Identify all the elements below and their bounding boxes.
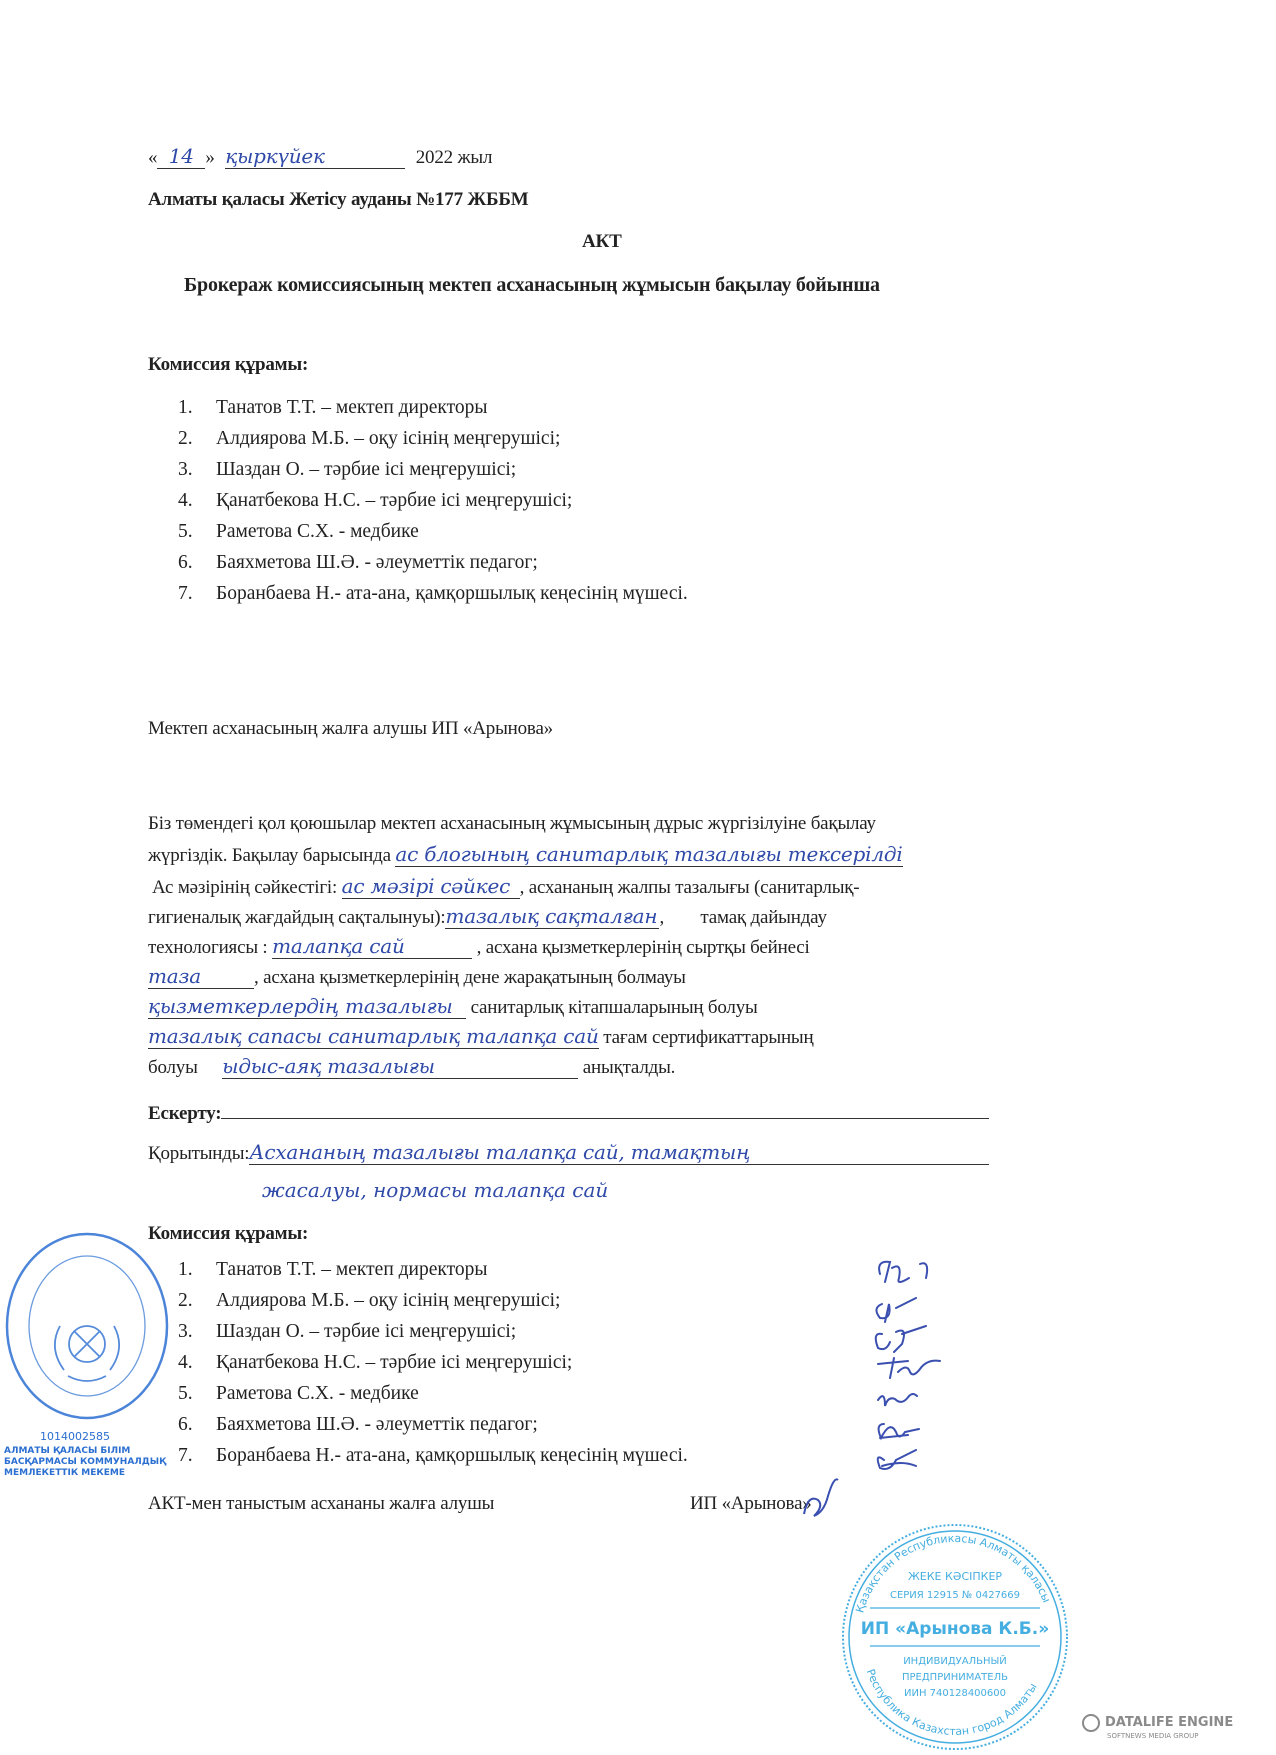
- body-line-4: гигиеналық жағдайдың сақталынуы):тазалық сақталған , тамақ дайындау: [148, 904, 827, 928]
- act-title: АКТ: [582, 231, 622, 252]
- body-line-9: болуы ыдыс-аяқ тазалығы анықталды.: [148, 1054, 676, 1078]
- sanitary-books-value: тазалық сапасы санитарлық талапқа сай: [148, 1024, 599, 1048]
- note-field: [221, 1098, 989, 1119]
- commission-member: 4. Қанатбекова Н.С. – тәрбие ісі меңгерушісі;: [178, 490, 573, 511]
- date-day: 14: [157, 144, 205, 169]
- signed-commission-member: 1. Танатов Т.Т. – мектеп директоры: [178, 1259, 488, 1280]
- signed-commission-member: 5. Раметова С.Х. - медбике: [178, 1383, 419, 1404]
- signature-1: [879, 1262, 927, 1282]
- ip-signature: [800, 1478, 840, 1522]
- ip-stamp-bottom-text: Республика Казахстан город Алматы: [863, 1667, 1040, 1739]
- school-stamp: [2, 1226, 172, 1426]
- body-line-5: технологиясы : талапқа сай , асхана қызметкерлерінің сыртқы бейнесі: [148, 934, 810, 958]
- signed-commission-member: 4. Қанатбекова Н.С. – тәрбие ісі меңгерушісі;: [178, 1352, 573, 1373]
- signature-3: [876, 1326, 926, 1352]
- watermark: [1082, 1712, 1233, 1740]
- footer-right: ИП «Арынова»: [690, 1493, 812, 1514]
- body-line-8: тазалық сапасы санитарлық талапқа сай тағам сертификаттарының: [148, 1024, 814, 1048]
- watermark-title: DATALIFE ENGINE: [1105, 1715, 1234, 1730]
- signature-6: [879, 1424, 919, 1438]
- commission-member: 1. Танатов Т.Т. – мектеп директоры: [178, 397, 488, 418]
- conclusion-text-2: жасалуы, нормасы талапқа сай: [262, 1178, 609, 1202]
- conclusion-line-1: [148, 1140, 989, 1166]
- ip-stamp-line-3: ИНДИВИДУАЛЬНЫЙ: [903, 1656, 1007, 1667]
- commission-member: 7. Боранбаева Н.- ата-ана, қамқоршылық кеңесінің мүшесі.: [178, 583, 688, 604]
- watermark-subtitle: SOFTNEWS MEDIA GROUP: [1107, 1731, 1199, 1740]
- act-subtitle: Брокераж комиссиясының мектеп асханасының жұмысын бақылау бойынша: [184, 274, 880, 296]
- body-line-3: Ас мәзірінің сәйкестігі: ас мәзірі сәйкес , асхананың жалпы тазалығы (санитарлық-: [152, 874, 860, 898]
- signed-commission-heading: Комиссия құрамы:: [148, 1223, 309, 1244]
- signature-2: [876, 1298, 916, 1322]
- signature-4: [878, 1358, 940, 1378]
- date-year: 2022 жыл: [415, 147, 493, 168]
- ip-stamp-ring-text: Қазақстан Республикасы Алматы қаласы: [853, 1531, 1054, 1615]
- signed-commission-member: 3. Шаздан О. – тәрбие ісі меңгерушісі;: [178, 1321, 517, 1342]
- emblem-icon: [55, 1326, 119, 1381]
- signature-7: [878, 1450, 916, 1469]
- signed-commission-member: 6. Баяхметова Ш.Ә. - әлеуметтік педагог;: [178, 1414, 538, 1435]
- signed-commission-list: [178, 1254, 688, 1471]
- date-line: [148, 144, 492, 170]
- date-open-quote: «: [148, 147, 158, 168]
- certificates-value: ыдыс-аяқ тазалығы: [222, 1054, 578, 1079]
- ip-stamp-name: ИП «Арынова К.Б.»: [860, 1619, 1050, 1639]
- ip-stamp: [840, 1522, 1070, 1752]
- injury-value: қызметкерлердің тазалығы: [148, 994, 466, 1019]
- date-close-quote: »: [205, 147, 215, 168]
- note-line: [148, 1098, 989, 1126]
- cooking-technology-value: талапқа сай: [272, 934, 472, 959]
- ip-stamp-line-4: ПРЕДПРИНИМАТЕЛЬ: [902, 1672, 1008, 1683]
- commission-member: 5. Раметова С.Х. - медбике: [178, 521, 419, 542]
- datalife-logo-icon: [1082, 1714, 1100, 1732]
- body-line-7: қызметкерлердің тазалығы санитарлық кітапшаларының болуы: [148, 994, 758, 1018]
- commission-list: [178, 392, 688, 609]
- conclusion-label: Қорытынды:: [148, 1143, 250, 1164]
- appearance-value: таза: [148, 964, 254, 989]
- body-line-6: таза , асхана қызметкерлерінің дене жарақатының болмауы: [148, 964, 686, 988]
- inspection-result: ас блогының санитарлық тазалығы тексерілді: [395, 842, 903, 866]
- tenant-line: Мектеп асханасының жалға алушы ИП «Арынова»: [148, 718, 553, 739]
- commission-member: 6. Баяхметова Ш.Ә. - әлеуметтік педагог;: [178, 552, 538, 573]
- cleanliness-value: тазалық сақталған: [445, 904, 659, 929]
- date-month: қыркүйек: [225, 144, 405, 169]
- commission-member: 2. Алдиярова М.Б. – оқу ісінің меңгерушісі;: [178, 428, 561, 449]
- school-name: Алматы қаласы Жетісу ауданы №177 ЖББМ: [148, 189, 529, 210]
- conclusion-text-1: Асхананың тазалығы талапқа сай, тамақтың: [249, 1140, 989, 1165]
- signature-5: [878, 1394, 917, 1406]
- commission-signatures: [870, 1254, 1020, 1471]
- ip-stamp-line-2: СЕРИЯ 12915 № 0427669: [889, 1590, 1021, 1601]
- note-label: Ескерту:: [148, 1103, 222, 1124]
- ip-stamp-line-5: ИИН 740128400600: [903, 1688, 1007, 1699]
- menu-compliance: ас мәзірі сәйкес: [342, 874, 520, 899]
- signed-commission-member: 7. Боранбаева Н.- ата-ана, қамқоршылық кеңесінің мүшесі.: [178, 1445, 688, 1466]
- signed-commission-member: 2. Алдиярова М.Б. – оқу ісінің меңгерушісі;: [178, 1290, 561, 1311]
- ip-stamp-line-1: ЖЕКЕ КӘСІПКЕР: [907, 1570, 1003, 1583]
- commission-member: 3. Шаздан О. – тәрбие ісі меңгерушісі;: [178, 459, 517, 480]
- school-stamp-number: 1014002585: [40, 1430, 110, 1443]
- body-line-2: жүргіздік. Бақылау барысында ас блогының санитарлық тазалығы тексерілді: [148, 842, 903, 866]
- school-stamp-ring-text: АЛМАТЫ ҚАЛАСЫ БІЛІМ БАСҚАРМАСЫ КОММУНАЛДЫҚ МЕМЛЕКЕТТІК МЕКЕМЕ: [4, 1446, 167, 1478]
- body-line-1: Біз төмендегі қол қоюшылар мектеп асханасының жұмысының дұрыс жүргізілуіне бақылау: [148, 813, 876, 834]
- footer-left: АКТ-мен таныстым асхананы жалға алушы: [148, 1493, 495, 1514]
- commission-heading: Комиссия құрамы:: [148, 354, 309, 375]
